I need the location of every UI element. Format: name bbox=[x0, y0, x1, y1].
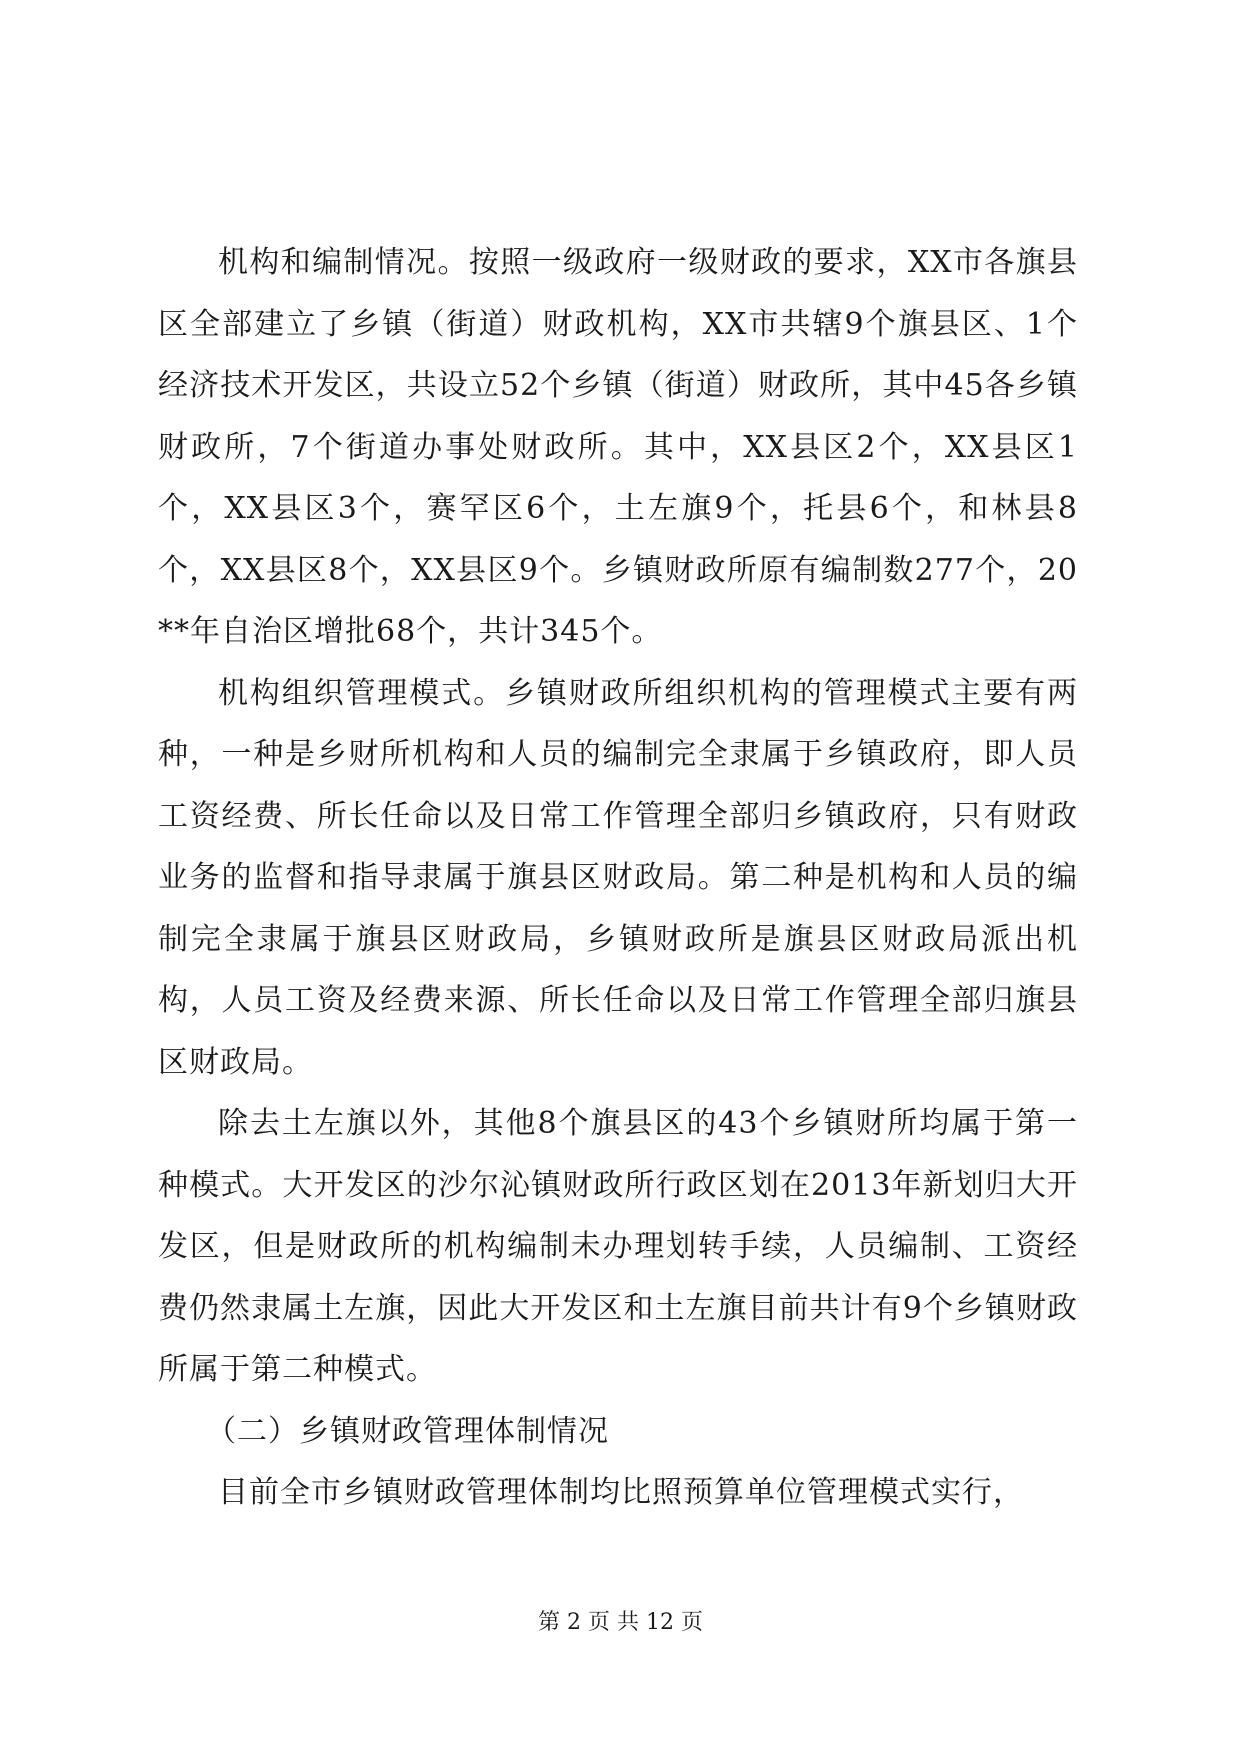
page-number-footer: 第 2 页 共 12 页 bbox=[538, 1610, 703, 1635]
document-body bbox=[158, 232, 1078, 1524]
paragraph-finance-system: 目前全市乡镇财政管理体制均比照预算单位管理模式实行， bbox=[218, 1475, 1024, 1510]
paragraph-mode-distribution: 除去土左旗以外，其他8个旗县区的43个乡镇财所均属于第一种模式。大开发区的沙尔沁镇财政所行政区划在2013年新划归大开发区，但是财政所的机构编制未办理划转手续，人员编制、工资经费仍然隶属土左旗，因此大开发区和土左旗目前共计有9个乡镇财政所属于第二种模式。 bbox=[158, 1106, 1078, 1387]
paragraph-management-mode: 机构组织管理模式。乡镇财政所组织机构的管理模式主要有两种，一种是乡财所机构和人员的编制完全隶属于乡镇政府，即人员工资经费、所长任命以及日常工作管理全部归乡镇政府，只有财政业务的监督和指导隶属于旗县区财政局。第二种是机构和人员的编制完全隶属于旗县区财政局，乡镇财政所是旗县区财政局派出机构，人员工资及经费来源、所长任命以及日常工作管理全部归旗县区财政局。 bbox=[158, 675, 1078, 1080]
section-heading: （二）乡镇财政管理体制情况 bbox=[206, 1413, 609, 1449]
paragraph-institutions: 机构和编制情况。按照一级政府一级财政的要求，XX市各旗县区全部建立了乡镇（街道）财政机构，XX市共辖9个旗县区、1个经济技术开发区，共设立52个乡镇（街道）财政所，其中45各乡镇财政所，7个街道办事处财政所。其中，XX县区2个，XX县区1个，XX县区3个，赛罕区6个，土左旗9个，托县6个，和林县8个，XX县区8个，XX县区9个。乡镇财政所原有编制数277个，20**年自治区增批68个，共计345个。 bbox=[158, 245, 1078, 649]
